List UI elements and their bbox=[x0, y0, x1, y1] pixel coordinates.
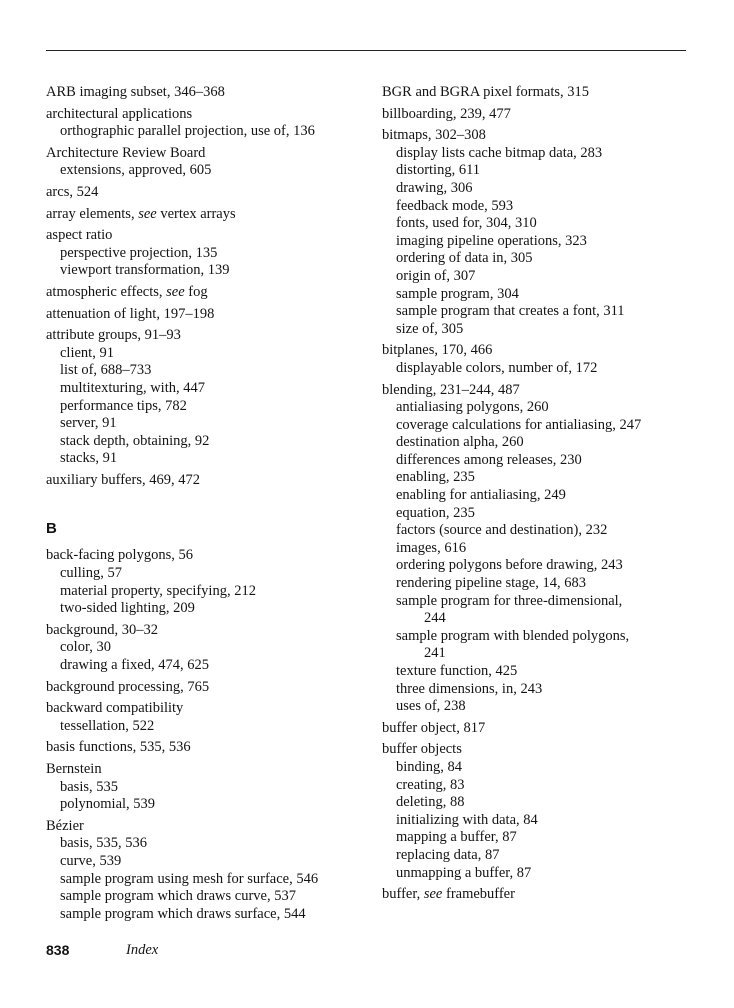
index-subentry: feedback mode, 593 bbox=[396, 197, 514, 214]
index-entry bbox=[46, 284, 366, 302]
index-entry bbox=[46, 622, 366, 675]
index-headword: BGR and BGRA pixel formats, 315 bbox=[382, 84, 590, 100]
index-entry bbox=[382, 127, 702, 338]
index-headword: aspect ratio bbox=[46, 227, 113, 244]
index-headword bbox=[46, 206, 366, 224]
index-subentry: texture function, 425 bbox=[396, 663, 518, 679]
index-headword: arcs, 524 bbox=[46, 183, 99, 200]
index-entry bbox=[382, 342, 702, 377]
index-subentry: enabling for antialiasing, 249 bbox=[396, 487, 566, 504]
index-entry bbox=[46, 327, 366, 468]
index-headword bbox=[382, 886, 702, 904]
header-rule bbox=[46, 50, 686, 51]
index-headword: architectural applications bbox=[46, 105, 193, 122]
index-entry bbox=[382, 741, 702, 882]
index-headword: background processing, 765 bbox=[46, 678, 210, 695]
index-headword: backward compatibility bbox=[46, 700, 184, 717]
index-subentry: size of, 305 bbox=[396, 320, 464, 337]
index-headword: Bézier bbox=[46, 817, 84, 834]
index-headword: auxiliary buffers, 469, 472 bbox=[46, 471, 200, 488]
index-subentry: stack depth, obtaining, 92 bbox=[60, 432, 210, 449]
index-headword: background, 30–32 bbox=[46, 621, 158, 638]
index-column-right bbox=[382, 84, 702, 908]
index-subentry: binding, 84 bbox=[396, 758, 463, 775]
index-subentry: orthographic parallel projection, use of, 136 bbox=[60, 123, 315, 140]
index-subentry: origin of, 307 bbox=[396, 267, 476, 284]
index-entry bbox=[46, 184, 366, 202]
index-entry bbox=[46, 472, 366, 490]
index-entry bbox=[382, 886, 702, 904]
index-headword bbox=[46, 284, 366, 302]
index-subentry: server, 91 bbox=[60, 415, 117, 432]
index-entry bbox=[46, 547, 366, 617]
see-reference: see bbox=[138, 205, 157, 222]
index-entry bbox=[46, 761, 366, 814]
index-subentry: tessellation, 522 bbox=[60, 717, 155, 734]
index-headword: attribute groups, 91–93 bbox=[46, 327, 181, 344]
index-subentry: imaging pipeline operations, 323 bbox=[396, 232, 587, 249]
index-headword: buffer objects bbox=[382, 741, 462, 758]
index-subentry: unmapping a buffer, 87 bbox=[396, 864, 532, 881]
see-target: framebuffer bbox=[442, 886, 515, 903]
index-subentry: sample program which draws surface, 544 bbox=[60, 905, 306, 922]
index-subentry: viewport transformation, 139 bbox=[60, 262, 230, 279]
index-subentry: polynomial, 539 bbox=[60, 796, 156, 813]
index-entry bbox=[382, 106, 702, 124]
index-entry bbox=[46, 84, 366, 102]
index-subentry: culling, 57 bbox=[60, 565, 123, 582]
index-subentry: displayable colors, number of, 172 bbox=[396, 359, 598, 376]
index-entry bbox=[46, 818, 366, 924]
index-subentry: factors (source and destination), 232 bbox=[396, 522, 608, 539]
index-subentry: perspective projection, 135 bbox=[60, 244, 218, 261]
entry-text: atmospheric effects, bbox=[46, 283, 167, 300]
index-entry bbox=[46, 739, 366, 757]
index-entry bbox=[46, 227, 366, 280]
index-subentry: list of, 688–733 bbox=[60, 362, 152, 379]
index-subentry: ordering of data in, 305 bbox=[396, 250, 533, 267]
index-subentry: client, 91 bbox=[60, 344, 114, 361]
index-subentry: enabling, 235 bbox=[396, 469, 475, 486]
index-headword: ARB imaging subset, 346–368 bbox=[46, 84, 225, 100]
index-subentry: basis, 535 bbox=[60, 778, 118, 795]
index-subentry: coverage calculations for antialiasing, 247 bbox=[396, 416, 642, 433]
running-title: Index bbox=[126, 942, 159, 958]
index-subentry: performance tips, 782 bbox=[60, 397, 187, 414]
index-subentry: stacks, 91 bbox=[60, 450, 118, 467]
index-headword: attenuation of light, 197–198 bbox=[46, 305, 215, 322]
index-column-left bbox=[46, 84, 366, 927]
index-entry bbox=[46, 106, 366, 141]
index-subentry: sample program, 304 bbox=[396, 285, 519, 302]
index-subentry: sample program which draws curve, 537 bbox=[60, 888, 296, 905]
see-target: vertex arrays bbox=[156, 205, 236, 222]
index-subentry: extensions, approved, 605 bbox=[60, 162, 212, 179]
index-entry bbox=[382, 720, 702, 738]
index-entry bbox=[46, 145, 366, 180]
index-subentry: differences among releases, 230 bbox=[396, 451, 582, 468]
index-subentry: color, 30 bbox=[60, 639, 111, 656]
index-subentry: creating, 83 bbox=[396, 776, 465, 793]
index-subentry: multitexturing, with, 447 bbox=[60, 379, 205, 396]
index-headword: Architecture Review Board bbox=[46, 144, 206, 161]
see-reference: see bbox=[423, 886, 443, 903]
index-subentry: distorting, 611 bbox=[396, 162, 481, 179]
index-subentry: mapping a buffer, 87 bbox=[396, 829, 517, 846]
index-headword: bitmaps, 302–308 bbox=[382, 127, 486, 144]
index-subentry: ordering polygons before drawing, 243 bbox=[396, 557, 623, 574]
index-subentry: display lists cache bitmap data, 283 bbox=[396, 144, 603, 161]
entry-text: buffer, bbox=[382, 886, 424, 903]
index-subentry: antialiasing polygons, 260 bbox=[396, 399, 549, 416]
index-subentry: three dimensions, in, 243 bbox=[396, 680, 543, 697]
index-headword: buffer object, 817 bbox=[382, 719, 486, 736]
index-subentry: equation, 235 bbox=[396, 504, 475, 521]
index-entry bbox=[46, 679, 366, 697]
index-subentry: destination alpha, 260 bbox=[396, 434, 524, 451]
index-subentry: initializing with data, 84 bbox=[396, 811, 538, 828]
index-headword: bitplanes, 170, 466 bbox=[382, 342, 493, 359]
index-subentry: drawing, 306 bbox=[396, 179, 473, 196]
index-entry bbox=[46, 306, 366, 324]
see-reference: see bbox=[166, 283, 185, 300]
index-continuation: 244 bbox=[424, 610, 446, 627]
index-subentry: sample program that creates a font, 311 bbox=[396, 303, 625, 320]
index-subentry: rendering pipeline stage, 14, 683 bbox=[396, 575, 587, 592]
entry-text: array elements, bbox=[46, 205, 139, 222]
index-subentry: deleting, 88 bbox=[396, 794, 465, 811]
index-subentry: curve, 539 bbox=[60, 852, 122, 869]
index-headword: Bernstein bbox=[46, 761, 102, 777]
index-entry bbox=[46, 700, 366, 735]
index-subentry: sample program using mesh for surface, 546 bbox=[60, 870, 319, 887]
index-subentry: fonts, used for, 304, 310 bbox=[396, 215, 537, 232]
index-subentry: uses of, 238 bbox=[396, 698, 466, 715]
index-entry bbox=[46, 206, 366, 224]
index-headword: back-facing polygons, 56 bbox=[46, 547, 193, 564]
page-number: 838 bbox=[46, 942, 70, 958]
index-entry bbox=[382, 84, 702, 102]
index-subentry: sample program with blended polygons, bbox=[396, 627, 630, 644]
index-entry bbox=[382, 382, 702, 716]
index-subentry: material property, specifying, 212 bbox=[60, 582, 256, 599]
see-target: fog bbox=[184, 283, 208, 300]
index-subentry: images, 616 bbox=[396, 539, 467, 556]
index-subentry: two-sided lighting, 209 bbox=[60, 600, 195, 617]
index-subentry: sample program for three-dimensional, bbox=[396, 592, 623, 609]
index-headword: basis functions, 535, 536 bbox=[46, 739, 191, 756]
index-subentry: replacing data, 87 bbox=[396, 846, 500, 863]
index-headword: blending, 231–244, 487 bbox=[382, 381, 520, 398]
index-subentry: basis, 535, 536 bbox=[60, 835, 147, 852]
section-letter-heading: B bbox=[46, 520, 57, 538]
index-subentry: drawing a fixed, 474, 625 bbox=[60, 657, 209, 674]
index-headword: billboarding, 239, 477 bbox=[382, 105, 511, 122]
index-continuation: 241 bbox=[424, 645, 446, 662]
